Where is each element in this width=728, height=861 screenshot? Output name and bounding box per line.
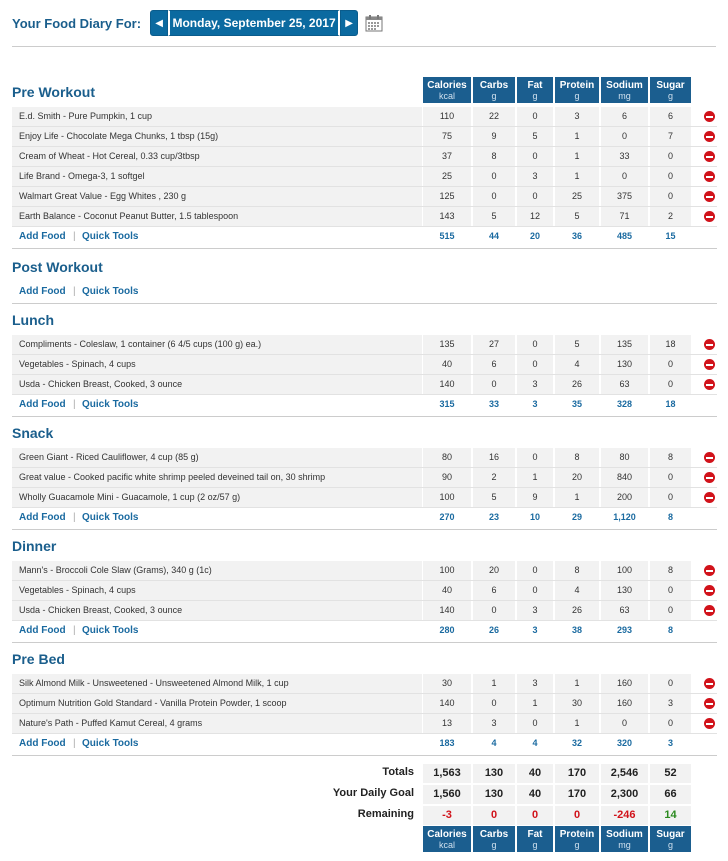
food-entry-sodium: 0: [601, 167, 648, 186]
column-header-sodium: [601, 826, 648, 852]
meal-footer: [12, 734, 717, 754]
food-entry-row[interactable]: [12, 375, 717, 395]
food-entry-sodium: 0: [601, 714, 648, 733]
food-entry-calories: 37: [423, 147, 471, 166]
meal-total-sugar: 15: [665, 231, 676, 241]
food-entry-fat: 0: [517, 107, 553, 126]
food-entry-carbs: 0: [473, 601, 515, 620]
meal-total-protein: 35: [571, 399, 582, 409]
previous-day-button[interactable]: [150, 10, 168, 36]
add-food-link[interactable]: Add Food: [19, 231, 66, 242]
food-entry-sugar: 0: [650, 375, 691, 394]
food-entry-protein: 8: [555, 448, 599, 467]
food-entry-sodium: 375: [601, 187, 648, 206]
summary-remaining-sodium: -246: [601, 806, 648, 825]
food-entry-row[interactable]: [12, 694, 717, 714]
remove-entry-icon[interactable]: [704, 678, 715, 689]
add-food-link[interactable]: Add Food: [19, 512, 66, 523]
diary-header-label: Your Food Diary For:: [12, 15, 142, 31]
food-entry-sodium: 100: [601, 561, 648, 580]
food-entry-sugar: 0: [650, 167, 691, 186]
food-entry-protein: 1: [555, 674, 599, 693]
meal-total-carbs: 23: [488, 512, 499, 522]
remove-entry-icon[interactable]: [704, 211, 715, 222]
food-entry-fat: 0: [517, 581, 553, 600]
remove-entry-icon[interactable]: [704, 452, 715, 463]
meal-divider: [12, 248, 717, 249]
chevron-right-icon: ▶: [345, 17, 353, 29]
food-entry-row[interactable]: [12, 714, 717, 734]
food-entry-carbs: 16: [473, 448, 515, 467]
food-entry-sodium: 130: [601, 581, 648, 600]
food-entry-sugar: 18: [650, 335, 691, 354]
food-entry-calories: 125: [423, 187, 471, 206]
column-header-unit: g: [532, 91, 538, 101]
summary-totals-sodium: 2,546: [601, 764, 648, 783]
food-entry-sodium: 160: [601, 694, 648, 713]
food-entry-calories: 100: [423, 561, 471, 580]
date-navigator: [150, 10, 358, 36]
food-entry-sodium: 63: [601, 375, 648, 394]
chevron-left-icon: ◀: [155, 17, 163, 29]
column-header-sugar: [650, 77, 691, 103]
food-entry-carbs: 0: [473, 167, 515, 186]
column-header-protein: [555, 826, 599, 852]
column-header-unit: g: [491, 91, 497, 101]
food-entry-row[interactable]: [12, 601, 717, 621]
quick-tools-link[interactable]: Quick Tools: [82, 625, 139, 636]
column-header-label: Sugar: [656, 80, 685, 91]
meal-total-sugar: 3: [667, 738, 673, 748]
food-entry-name[interactable]: Nature's Path - Puffed Kamut Cereal, 4 grams: [12, 714, 422, 733]
meal-total-carbs: 33: [488, 399, 499, 409]
summary-remaining-protein: 0: [555, 806, 599, 825]
meal-divider: [12, 529, 717, 530]
meal-total-calories: 183: [439, 738, 455, 748]
food-entry-carbs: 6: [473, 581, 515, 600]
food-entry-calories: 140: [423, 375, 471, 394]
food-entry-row[interactable]: [12, 207, 717, 227]
food-entry-protein: 1: [555, 167, 599, 186]
food-entry-protein: 5: [555, 335, 599, 354]
summary-goal-label: Your Daily Goal: [332, 787, 414, 799]
remove-entry-icon[interactable]: [704, 565, 715, 576]
remove-entry-icon[interactable]: [704, 131, 715, 142]
food-entry-fat: 0: [517, 448, 553, 467]
food-entry-sugar: 8: [650, 561, 691, 580]
column-header-unit: mg: [618, 91, 631, 101]
food-entry-protein: 4: [555, 355, 599, 374]
summary-totals-calories: 1,563: [423, 764, 471, 783]
quick-tools-link[interactable]: Quick Tools: [82, 512, 139, 523]
food-entry-name[interactable]: Wholly Guacamole Mini - Guacamole, 1 cup (2 oz/57 g): [12, 488, 422, 507]
column-header-label: Sodium: [606, 829, 643, 840]
food-entry-protein: 5: [555, 207, 599, 226]
food-entry-protein: 1: [555, 714, 599, 733]
food-entry-fat: 12: [517, 207, 553, 226]
link-separator: |: [73, 231, 76, 242]
link-separator: |: [73, 399, 76, 410]
meal-total-calories: 515: [439, 231, 455, 241]
food-entry-row[interactable]: [12, 187, 717, 207]
meal-total-carbs: 44: [488, 231, 499, 241]
food-entry-sodium: 130: [601, 355, 648, 374]
meal-title: Dinner: [12, 538, 57, 554]
column-header-label: Sodium: [606, 80, 643, 91]
meal-title: Snack: [12, 425, 54, 441]
food-entry-fat: 9: [517, 488, 553, 507]
meal-divider: [12, 755, 717, 756]
column-header-calories: [423, 77, 471, 103]
link-separator: |: [73, 625, 76, 636]
food-entry-carbs: 20: [473, 561, 515, 580]
food-entry-row[interactable]: [12, 147, 717, 167]
food-entry-row[interactable]: [12, 468, 717, 488]
food-entry-calories: 13: [423, 714, 471, 733]
food-entry-calories: 110: [423, 107, 471, 126]
column-header-carbs: [473, 77, 515, 103]
food-entry-name[interactable]: Usda - Chicken Breast, Cooked, 3 ounce: [12, 601, 422, 620]
food-entry-carbs: 5: [473, 207, 515, 226]
food-entry-carbs: 1: [473, 674, 515, 693]
food-entry-protein: 26: [555, 375, 599, 394]
food-entry-fat: 0: [517, 561, 553, 580]
column-header-protein: [555, 77, 599, 103]
remove-entry-icon[interactable]: [704, 585, 715, 596]
meal-title: Lunch: [12, 312, 54, 328]
remove-entry-icon[interactable]: [704, 605, 715, 616]
column-header-unit: g: [491, 840, 497, 850]
column-header-unit: g: [532, 840, 538, 850]
column-header-sodium: [601, 77, 648, 103]
remove-entry-icon[interactable]: [704, 111, 715, 122]
summary-totals-carbs: 130: [473, 764, 515, 783]
food-entry-carbs: 9: [473, 127, 515, 146]
food-entry-fat: 5: [517, 127, 553, 146]
food-entry-calories: 100: [423, 488, 471, 507]
column-header-label: Fat: [527, 829, 543, 840]
column-header-label: Protein: [559, 829, 595, 840]
column-header-label: Calories: [427, 80, 467, 91]
food-entry-sodium: 200: [601, 488, 648, 507]
food-entry-row[interactable]: [12, 127, 717, 147]
food-entry-name[interactable]: Vegetables - Spinach, 4 cups: [12, 581, 422, 600]
food-entry-name[interactable]: Vegetables - Spinach, 4 cups: [12, 355, 422, 374]
meal-footer: [12, 395, 717, 415]
food-entry-sugar: 0: [650, 714, 691, 733]
food-entry-sugar: 0: [650, 601, 691, 620]
meal-total-calories: 270: [439, 512, 455, 522]
food-entry-name[interactable]: Life Brand - Omega-3, 1 softgel: [12, 167, 422, 186]
remove-entry-icon[interactable]: [704, 339, 715, 350]
food-entry-calories: 80: [423, 448, 471, 467]
food-entry-name[interactable]: Optimum Nutrition Gold Standard - Vanilla Protein Powder, 1 scoop: [12, 694, 422, 713]
food-entry-carbs: 22: [473, 107, 515, 126]
summary-remaining-sugar: 14: [650, 806, 691, 825]
food-entry-sugar: 2: [650, 207, 691, 226]
meal-divider: [12, 642, 717, 643]
remove-entry-icon[interactable]: [704, 359, 715, 370]
meal-total-protein: 38: [571, 625, 582, 635]
food-entry-row[interactable]: [12, 488, 717, 508]
column-header-unit: kcal: [438, 91, 455, 101]
food-entry-sodium: 71: [601, 207, 648, 226]
food-entry-name[interactable]: Silk Almond Milk - Unsweetened - Unsweetened Almond Milk, 1 cup: [12, 674, 422, 693]
food-entry-name[interactable]: Cream of Wheat - Hot Cereal, 0.33 cup/3tbsp: [12, 147, 422, 166]
food-entry-fat: 1: [517, 468, 553, 487]
column-header-unit: g: [667, 91, 673, 101]
remove-entry-icon[interactable]: [704, 492, 715, 503]
meal-total-protein: 32: [571, 738, 582, 748]
food-entry-sugar: 0: [650, 187, 691, 206]
next-day-button[interactable]: [340, 10, 358, 36]
diary-header: [12, 9, 383, 37]
food-entry-fat: 0: [517, 714, 553, 733]
remove-entry-icon[interactable]: [704, 171, 715, 182]
summary-goal-calories: 1,560: [423, 785, 471, 804]
meal-total-sodium: 485: [616, 231, 633, 241]
meal-footer: [12, 282, 717, 302]
column-header-carbs: [473, 826, 515, 852]
meal-total-carbs: 4: [491, 738, 497, 748]
food-entry-carbs: 2: [473, 468, 515, 487]
summary-totals-label: Totals: [382, 766, 414, 778]
food-entry-sugar: 0: [650, 468, 691, 487]
quick-tools-link[interactable]: Quick Tools: [82, 399, 139, 410]
food-entry-sodium: 160: [601, 674, 648, 693]
food-entry-protein: 30: [555, 694, 599, 713]
column-header-label: Calories: [427, 829, 467, 840]
food-entry-sodium: 80: [601, 448, 648, 467]
food-entry-sugar: 3: [650, 694, 691, 713]
food-entry-name[interactable]: Enjoy Life - Chocolate Mega Chunks, 1 tbsp (15g): [12, 127, 422, 146]
meal-total-sugar: 8: [667, 625, 673, 635]
meal-title: Pre Bed: [12, 651, 65, 667]
food-entry-sodium: 135: [601, 335, 648, 354]
food-entry-fat: 3: [517, 674, 553, 693]
remove-entry-icon[interactable]: [704, 151, 715, 162]
column-header-unit: g: [574, 840, 580, 850]
food-entry-fat: 0: [517, 187, 553, 206]
meal-footer: [12, 508, 717, 528]
column-header-label: Carbs: [479, 80, 509, 91]
food-entry-sugar: 0: [650, 147, 691, 166]
add-food-link[interactable]: Add Food: [19, 738, 66, 749]
food-entry-sodium: 840: [601, 468, 648, 487]
summary-remaining-calories: -3: [423, 806, 471, 825]
add-food-link[interactable]: Add Food: [19, 399, 66, 410]
food-entry-calories: 143: [423, 207, 471, 226]
meal-total-sodium: 293: [616, 625, 633, 635]
summary-remaining-carbs: 0: [473, 806, 515, 825]
food-entry-sugar: 8: [650, 448, 691, 467]
add-food-link[interactable]: Add Food: [19, 286, 66, 297]
food-entry-sodium: 0: [601, 127, 648, 146]
food-entry-name[interactable]: Walmart Great Value - Egg Whites , 230 g: [12, 187, 422, 206]
food-entry-protein: 25: [555, 187, 599, 206]
food-entry-calories: 40: [423, 355, 471, 374]
food-entry-sugar: 0: [650, 581, 691, 600]
food-entry-protein: 1: [555, 147, 599, 166]
quick-tools-link[interactable]: Quick Tools: [82, 231, 139, 242]
remove-entry-icon[interactable]: [704, 379, 715, 390]
column-header-label: Sugar: [656, 829, 685, 840]
column-header-unit: g: [574, 91, 580, 101]
food-entry-carbs: 8: [473, 147, 515, 166]
food-entry-row[interactable]: [12, 355, 717, 375]
summary-totals-protein: 170: [555, 764, 599, 783]
meal-total-protein: 36: [571, 231, 582, 241]
food-entry-row[interactable]: [12, 167, 717, 187]
summary-remaining-label: Remaining: [357, 808, 414, 820]
meal-total-fat: 20: [529, 231, 540, 241]
column-header-label: Fat: [527, 80, 543, 91]
remove-entry-icon[interactable]: [704, 718, 715, 729]
food-entry-name[interactable]: Mann's - Broccoli Cole Slaw (Grams), 340 g (1c): [12, 561, 422, 580]
meal-total-fat: 4: [532, 738, 538, 748]
food-entry-name[interactable]: Great value - Cooked pacific white shrimp peeled deveined tail on, 30 shrimp: [12, 468, 422, 487]
column-header-sugar: [650, 826, 691, 852]
food-entry-calories: 140: [423, 601, 471, 620]
meal-total-carbs: 26: [488, 625, 499, 635]
meal-total-fat: 3: [532, 625, 538, 635]
food-entry-carbs: 6: [473, 355, 515, 374]
summary-goal-sodium: 2,300: [601, 785, 648, 804]
summary-goal-sugar: 66: [650, 785, 691, 804]
food-entry-sodium: 6: [601, 107, 648, 126]
food-entry-calories: 75: [423, 127, 471, 146]
food-entry-carbs: 5: [473, 488, 515, 507]
food-entry-carbs: 3: [473, 714, 515, 733]
food-entry-protein: 8: [555, 561, 599, 580]
food-entry-name[interactable]: Usda - Chicken Breast, Cooked, 3 ounce: [12, 375, 422, 394]
meal-divider: [12, 303, 717, 304]
food-entry-name[interactable]: E.d. Smith - Pure Pumpkin, 1 cup: [12, 107, 422, 126]
food-entry-fat: 0: [517, 355, 553, 374]
food-entry-sugar: 6: [650, 107, 691, 126]
food-entry-sugar: 0: [650, 355, 691, 374]
food-entry-calories: 30: [423, 674, 471, 693]
food-entry-calories: 40: [423, 581, 471, 600]
current-date[interactable]: Monday, September 25, 2017: [168, 10, 340, 36]
food-entry-name[interactable]: Green Giant - Riced Cauliflower, 4 cup (85 g): [12, 448, 422, 467]
food-entry-protein: 1: [555, 127, 599, 146]
column-header-label: Protein: [559, 80, 595, 91]
food-entry-name[interactable]: Compliments - Coleslaw, 1 container (6 4/5 cups (100 g) ea.): [12, 335, 422, 354]
food-entry-carbs: 0: [473, 187, 515, 206]
summary-totals-fat: 40: [517, 764, 553, 783]
column-header-unit: mg: [618, 840, 631, 850]
add-food-link[interactable]: Add Food: [19, 625, 66, 636]
column-header-calories: [423, 826, 471, 852]
food-entry-sugar: 0: [650, 488, 691, 507]
quick-tools-link[interactable]: Quick Tools: [82, 286, 139, 297]
meal-total-sugar: 18: [665, 399, 676, 409]
food-entry-carbs: 0: [473, 694, 515, 713]
food-entry-protein: 1: [555, 488, 599, 507]
food-entry-calories: 90: [423, 468, 471, 487]
food-entry-row[interactable]: [12, 581, 717, 601]
link-separator: |: [73, 286, 76, 297]
meal-total-protein: 29: [571, 512, 582, 522]
summary-remaining-fat: 0: [517, 806, 553, 825]
header-divider: [12, 46, 716, 47]
meal-total-sodium: 320: [616, 738, 633, 748]
column-header-label: Carbs: [479, 829, 509, 840]
food-entry-calories: 25: [423, 167, 471, 186]
summary-goal-carbs: 130: [473, 785, 515, 804]
food-entry-carbs: 27: [473, 335, 515, 354]
meal-total-sugar: 8: [667, 512, 673, 522]
food-entry-fat: 3: [517, 375, 553, 394]
meal-total-calories: 280: [439, 625, 455, 635]
column-header-fat: [517, 826, 553, 852]
meal-divider: [12, 416, 717, 417]
meal-total-calories: 315: [439, 399, 455, 409]
food-entry-name[interactable]: Earth Balance - Coconut Peanut Butter, 1.5 tablespoon: [12, 207, 422, 226]
food-entry-row[interactable]: [12, 107, 717, 127]
food-entry-row[interactable]: [12, 674, 717, 694]
column-header-fat: [517, 77, 553, 103]
meal-total-fat: 3: [532, 399, 538, 409]
food-entry-sodium: 33: [601, 147, 648, 166]
summary-goal-protein: 170: [555, 785, 599, 804]
quick-tools-link[interactable]: Quick Tools: [82, 738, 139, 749]
remove-entry-icon[interactable]: [704, 472, 715, 483]
food-entry-protein: 3: [555, 107, 599, 126]
remove-entry-icon[interactable]: [704, 698, 715, 709]
calendar-icon[interactable]: [365, 14, 383, 32]
food-entry-sugar: 0: [650, 674, 691, 693]
food-entry-fat: 0: [517, 335, 553, 354]
food-entry-fat: 3: [517, 601, 553, 620]
food-entry-calories: 135: [423, 335, 471, 354]
meal-total-sodium: 328: [616, 399, 633, 409]
meal-footer: [12, 227, 717, 247]
column-header-unit: kcal: [438, 840, 455, 850]
food-entry-carbs: 0: [473, 375, 515, 394]
food-entry-sodium: 63: [601, 601, 648, 620]
meal-total-fat: 10: [529, 512, 540, 522]
summary-goal-fat: 40: [517, 785, 553, 804]
food-entry-fat: 1: [517, 694, 553, 713]
food-entry-protein: 20: [555, 468, 599, 487]
food-entry-row[interactable]: [12, 448, 717, 468]
food-entry-sugar: 7: [650, 127, 691, 146]
link-separator: |: [73, 738, 76, 749]
food-entry-protein: 26: [555, 601, 599, 620]
remove-entry-icon[interactable]: [704, 191, 715, 202]
food-entry-calories: 140: [423, 694, 471, 713]
meal-total-sodium: 1,120: [613, 512, 636, 522]
meal-title: Post Workout: [12, 259, 103, 275]
food-entry-row[interactable]: [12, 335, 717, 355]
food-entry-protein: 4: [555, 581, 599, 600]
summary-totals-sugar: 52: [650, 764, 691, 783]
link-separator: |: [73, 512, 76, 523]
meal-footer: [12, 621, 717, 641]
meal-title: Pre Workout: [12, 84, 95, 100]
column-header-unit: g: [667, 840, 673, 850]
food-entry-fat: 3: [517, 167, 553, 186]
food-entry-fat: 0: [517, 147, 553, 166]
food-entry-row[interactable]: [12, 561, 717, 581]
